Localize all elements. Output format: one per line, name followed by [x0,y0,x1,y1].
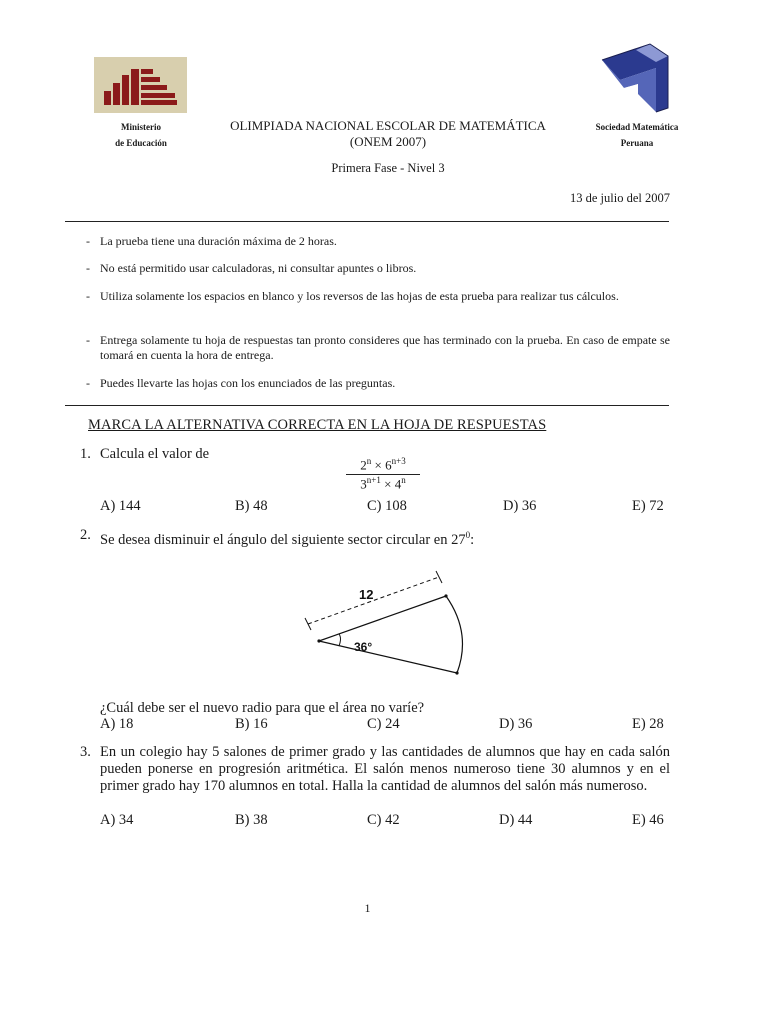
olympiad-title: OLIMPIADA NACIONAL ESCOLAR DE MATEMÁTICA [230,118,546,133]
fraction-denominator: $3^{n+1} \times 4^n$ [360,475,406,492]
society-label-line2: Peruana [620,138,654,148]
question-1-fraction [340,456,426,493]
question-3-option-d: D) 44 [499,812,533,828]
ministry-label-line2: de Educación [115,138,167,148]
question-1-text: Calcula el valor de [100,446,210,462]
question-1-option-b: B) 48 [235,498,268,514]
ministry-label-line1: Ministerio [121,122,161,132]
question-3-number: 3. [80,744,91,760]
ministry-logo [94,57,187,113]
question-2-number: 2. [80,527,91,543]
society-label-line1: Sociedad Matemática [595,122,679,132]
question-2-option-c: C) 24 [367,716,400,732]
question-2-option-e: E) 28 [632,716,664,732]
circular-sector-figure [300,565,470,680]
question-3-text: En un colegio hay 5 salones de primer grado y las cantidades de alumnos que hay en cada salón pueden ponerse en progresión aritmética. El salón menos numeroso tiene 30 alumnos y en el primer grado hay 170 alumnos en total. Halla la cantidad de alumnos del salón más numeroso. [100,744,670,794]
question-2-text: Se desea disminuir el ángulo del siguiente sector circular en $27^0$: [100,530,475,548]
question-1-option-a: A) 144 [100,498,141,514]
phase-label: Primera Fase - Nivel 3 [331,161,445,175]
question-2-option-d: D) 36 [499,716,533,732]
question-1-option-c: C) 108 [367,498,407,514]
page-number: 1 [364,901,371,915]
question-3-option-a: A) 34 [100,812,134,828]
rule-item: - Entrega solamente tu hoja de respuestas tan pronto consideres que has terminado con la prueba. En caso de empate se tomará en cuenta la hora de entrega. [86,333,670,362]
rule-item: - La prueba tiene una duración máxima de 2 horas. [86,234,337,248]
exam-date: 13 de julio del 2007 [570,191,670,205]
rules-divider [65,405,669,406]
rule-item: - No está permitido usar calculadoras, ni consultar apuntes o libros. [86,261,417,275]
question-3-option-c: C) 42 [367,812,400,828]
society-logo [598,42,672,114]
rule-item: - Utiliza solamente los espacios en blanco y los reversos de las hojas de esta prueba para realizar tus cálculos. [86,289,619,303]
question-2-option-b: B) 16 [235,716,268,732]
fraction-numerator: $2^n \times 6^{n+3}$ [360,456,406,473]
question-3-option-e: E) 46 [632,812,664,828]
rule-item: - Puedes llevarte las hojas con los enunciados de las preguntas. [86,376,396,390]
question-1-option-e: E) 72 [632,498,664,514]
radius-label: 12 [359,587,374,602]
header-divider [65,221,669,222]
section-title: MARCA LA ALTERNATIVA CORRECTA EN LA HOJA DE RESPUESTAS [88,417,547,433]
angle-label: 36° [354,640,373,654]
question-2-prompt: ¿Cuál debe ser el nuevo radio para que el área no varíe? [100,700,425,716]
olympiad-subtitle: (ONEM 2007) [349,134,427,149]
question-2-option-a: A) 18 [100,716,134,732]
question-3-option-b: B) 38 [235,812,268,828]
question-1-option-d: D) 36 [503,498,537,514]
question-1-number: 1. [80,446,91,462]
